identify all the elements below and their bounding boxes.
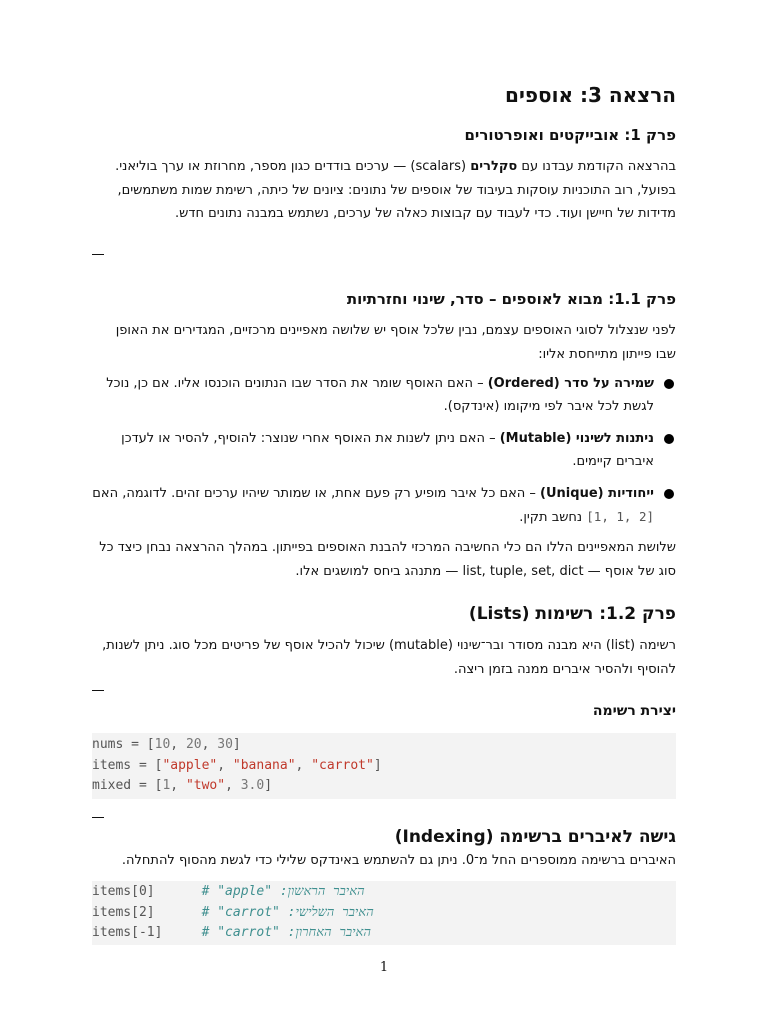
paragraph-summary: שלושת המאפיינים הללו הם כלי החשיבה המרכזי להבנת האוספים בפייתון. במהלך ההרצאה נבחן כיצד כל סוג של אוסף — list, tuple, set, dict — מתנהג ביחס למושגים אלו.	[99, 540, 676, 579]
code-number: 3.0	[240, 778, 265, 793]
code-number: 10	[154, 737, 171, 752]
section-heading-part1: פרק 1: אובייקטים ואופרטורים	[464, 126, 676, 144]
subsection-heading-indexing: גישה לאיברים ברשימה (Indexing)	[394, 827, 676, 847]
code-number: 20	[185, 737, 202, 752]
code-comment: # "carrot" :האיבר השלישי	[201, 904, 374, 920]
list-item-text: – האם כל איבר מופיע רק פעם אחת, או שמותר שיהיו ערכים זהים. לדוגמה, האם	[92, 486, 541, 501]
code-line	[92, 735, 676, 756]
properties-list	[92, 372, 676, 529]
section-divider	[92, 817, 104, 818]
section-divider	[92, 254, 104, 255]
document-page	[92, 0, 676, 1024]
code-line	[92, 882, 676, 903]
term-scalars: סקלרים	[470, 159, 518, 174]
code-token: ]	[373, 757, 382, 773]
code-token: items = [	[92, 757, 163, 773]
list-item-text: – האם ניתן לשנות את האוסף אחרי שנוצר: להוסיף, להסיר או לעדכן איברים קיימים.	[121, 431, 654, 469]
code-token: ,	[201, 737, 218, 752]
list-item	[92, 482, 676, 529]
code-comment: # "apple" :האיבר הראשון	[201, 884, 365, 899]
code-string: "apple"	[162, 757, 218, 773]
code-token: ,	[217, 757, 233, 773]
paragraph-scalars	[92, 155, 676, 226]
paragraph-collections-intro: לפני שנצלול לסוגי האוספים עצמם, נבין שלכל אוסף יש שלושה מאפיינים מרכזיים, המגדירים את האופן שבו פייתון מתייחסת אליו:	[115, 323, 676, 362]
term-mutable: ניתנות לשינוי (Mutable)	[499, 431, 654, 446]
code-token: mixed = [	[92, 778, 163, 793]
bullet-icon	[664, 489, 674, 499]
paragraph-indexing: האיברים ברשימה ממוספרים החל מ־0. ניתן גם להשתמש באינדקס שלילי כדי לגשת מהסוף להתחלה.	[121, 853, 676, 868]
bullet-icon	[664, 434, 674, 444]
code-number: 30	[217, 737, 233, 752]
bullet-icon	[664, 379, 674, 389]
page-number: 1	[379, 960, 389, 975]
code-token: items[-1]	[92, 925, 202, 940]
code-comment: # "carrot" :האיבר האחרון	[201, 925, 371, 940]
code-line	[92, 903, 676, 924]
code-token: nums = [	[92, 737, 155, 752]
code-string: "two"	[185, 778, 226, 793]
code-token: items[0]	[92, 884, 202, 899]
code-token: ,	[170, 778, 186, 793]
section-divider	[92, 690, 104, 691]
code-token: ]	[232, 737, 241, 752]
code-block-indexing	[92, 881, 676, 945]
paragraph-lists-intro: רשימה (list) היא מבנה מסודר ובר־שינוי (mutable) שיכול להכיל אוסף של פריטים מכל סוג. ניתן לשנות, להוסיף ולהסיר איברים ממנה בזמן ריצה.	[102, 638, 676, 677]
code-number: 1	[162, 778, 171, 793]
section-heading-part1-2: פרק 1.2: רשימות (Lists)	[468, 604, 676, 624]
paragraph-text: בהרצאה הקודמת עבדנו עם	[517, 159, 676, 174]
code-line	[92, 776, 676, 797]
list-item-text: נחשב תקין.	[519, 510, 587, 525]
subsection-heading-create: יצירת רשימה	[592, 703, 676, 719]
code-token: ,	[225, 778, 241, 793]
code-string: "banana"	[232, 757, 296, 773]
term-unique: ייחודיות (Unique)	[540, 486, 654, 501]
code-line	[92, 923, 676, 944]
term-ordered: שמירה על סדר (Ordered)	[487, 376, 654, 391]
list-item-text: – האם האוסף שומר את הסדר שבו הנתונים הוכנסו אליו. אם כן, נוכל לגשת לכל איבר לפי מיקומו (אינדקס).	[106, 376, 654, 414]
code-block-create-list	[92, 733, 676, 799]
page-title: הרצאה 3: אוספים	[505, 83, 676, 107]
paragraph-text: (scalars) — ערכים בודדים כגון מספר, מחרוזת או ערך בוליאני. בפועל, רוב התוכניות עוסקות בעיבוד של אוספים של נתונים: ציונים של כיתה, רשימת שמות משתמשים, מדידות של חיישן ועוד. כדי לעבוד עם קבוצות כאלה של ערכים, נשתמש במבנה נתונים חדש.	[115, 159, 676, 221]
code-token: ,	[295, 757, 312, 773]
list-item	[92, 372, 676, 418]
section-heading-part1-1: פרק 1.1: מבוא לאוספים – סדר, שינוי וחזרתיות	[346, 290, 676, 308]
code-line	[92, 756, 676, 777]
inline-code: [1, 1, 2]	[586, 509, 654, 524]
code-token: items[2]	[92, 904, 202, 920]
code-token: ]	[264, 778, 273, 793]
code-token: ,	[170, 737, 186, 752]
code-string: "carrot"	[311, 757, 374, 773]
list-item	[92, 427, 676, 473]
